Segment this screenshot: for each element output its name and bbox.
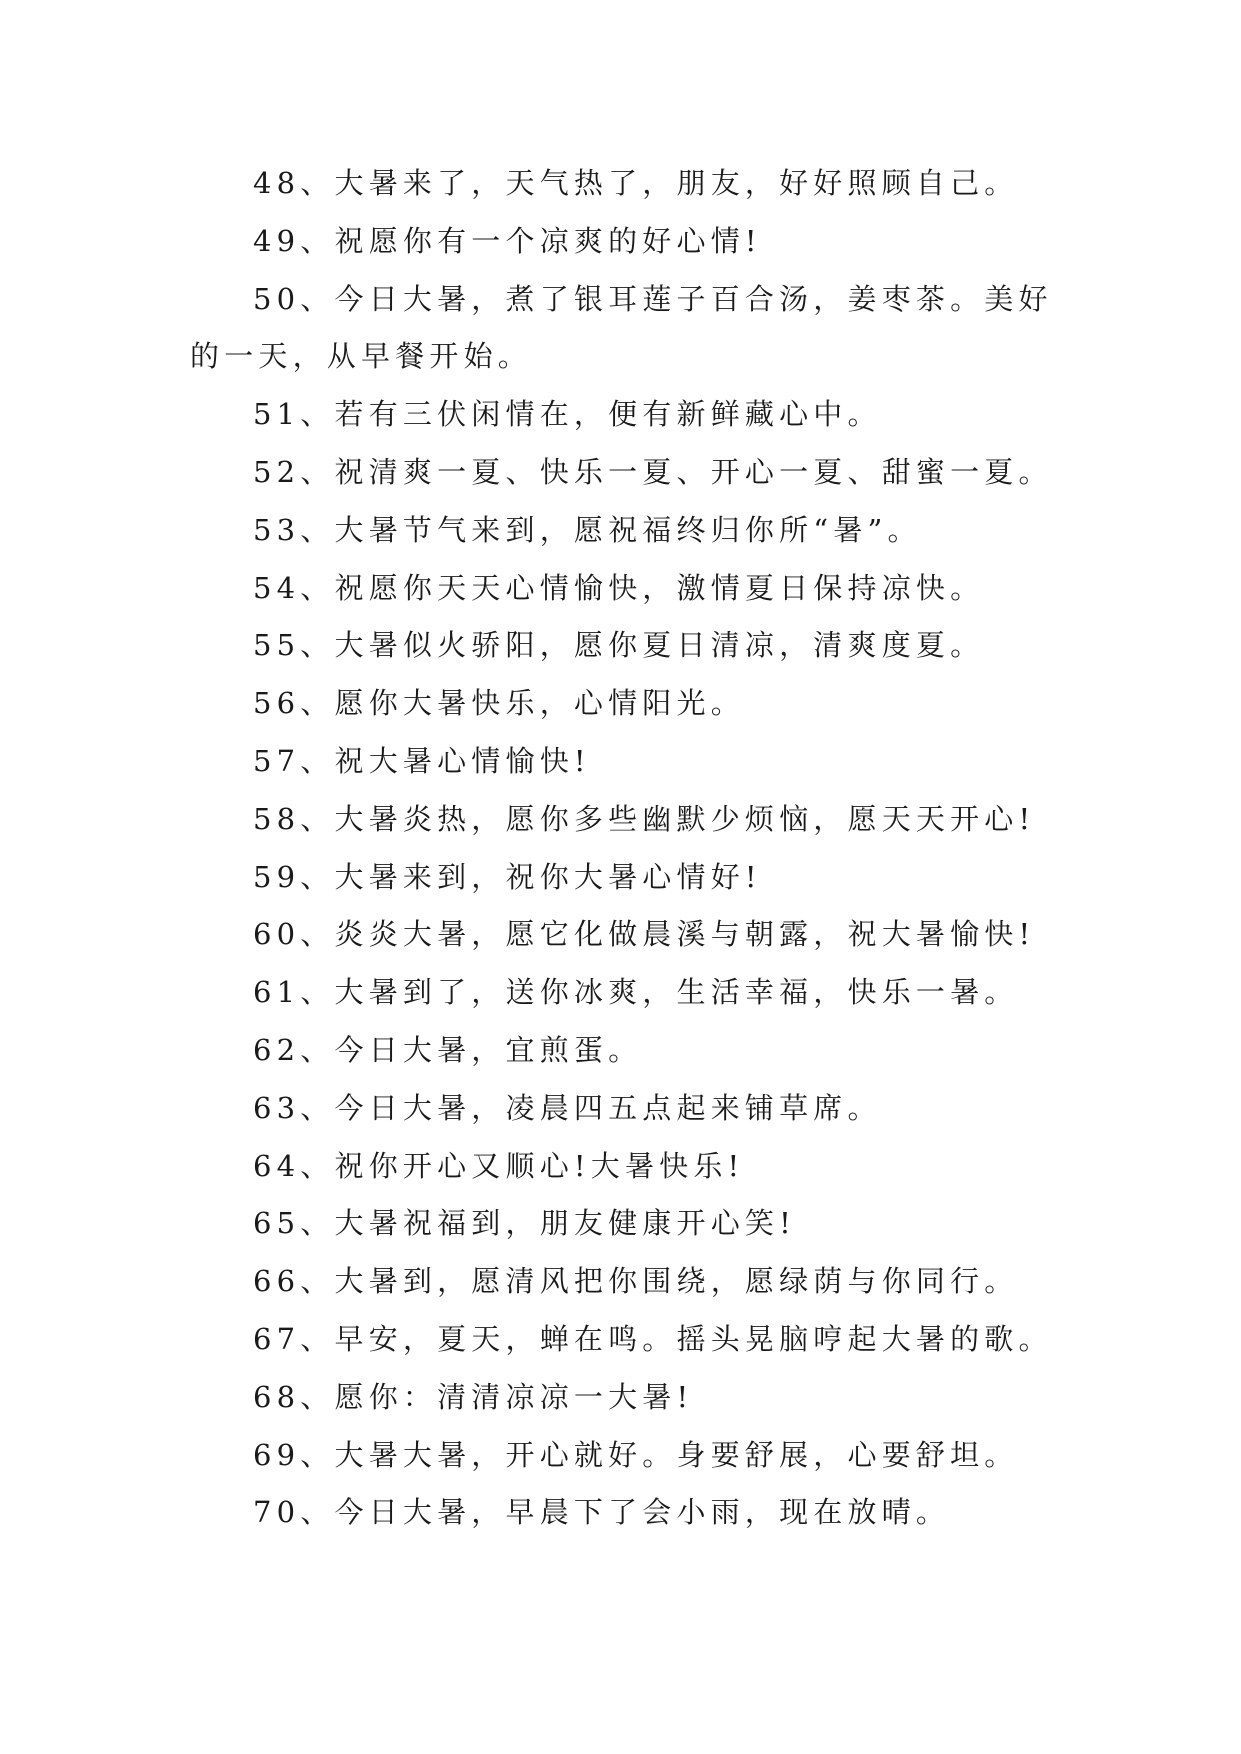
- paragraph-58: 58、大暑炎热，愿你多些幽默少烦恼，愿天天开心!: [253, 801, 1036, 836]
- paragraph-48: 48、大暑来了，天气热了，朋友，好好照顾自己。: [253, 166, 1019, 200]
- paragraph-61: 61、大暑到了，送你冰爽，生活幸福，快乐一暑。: [253, 975, 1019, 1010]
- paragraph-56: 56、愿你大暑快乐，心情阳光。: [253, 686, 745, 721]
- paragraph-57: 57、祝大暑心情愉快!: [253, 743, 591, 778]
- paragraph-67: 67、早安，夏天，蝉在鸣。摇头晃脑哼起大暑的歌。: [253, 1321, 1053, 1356]
- paragraph-53: 53、大暑节气来到，愿祝福终归你所“暑”。: [253, 512, 922, 547]
- paragraph-64: 64、祝你开心又顺心!大暑快乐!: [253, 1148, 745, 1183]
- paragraph-65: 65、大暑祝福到，朋友健康开心笑!: [253, 1206, 796, 1241]
- paragraph-50: 50、今日大暑，煮了银耳莲子百合汤，姜枣茶。美好的一天，从早餐开始。: [190, 281, 1053, 374]
- paragraph-52: 52、祝清爽一夏、快乐一夏、开心一夏、甜蜜一夏。: [253, 454, 1053, 489]
- paragraph-69: 69、大暑大暑，开心就好。身要舒展，心要舒坦。: [253, 1437, 1019, 1472]
- paragraph-59: 59、大暑来到，祝你大暑心情好!: [253, 859, 762, 894]
- paragraph-62: 62、今日大暑，宜煎蛋。: [253, 1032, 643, 1067]
- paragraph-54: 54、祝愿你天天心情愉快，激情夏日保持凉快。: [253, 570, 985, 605]
- paragraph-55: 55、大暑似火骄阳，愿你夏日清凉，清爽度夏。: [253, 628, 985, 663]
- paragraph-49: 49、祝愿你有一个凉爽的好心情!: [253, 223, 762, 258]
- paragraph-63: 63、今日大暑，凌晨四五点起来铺草席。: [253, 1090, 882, 1125]
- paragraph-66: 66、大暑到，愿清风把你围绕，愿绿荫与你同行。: [253, 1264, 1019, 1299]
- paragraph-51: 51、若有三伏闲情在，便有新鲜藏心中。: [253, 397, 882, 432]
- paragraph-60: 60、炎炎大暑，愿它化做晨溪与朝露，祝大暑愉快!: [253, 917, 1036, 952]
- paragraph-70: 70、今日大暑，早晨下了会小雨，现在放晴。: [253, 1495, 951, 1530]
- paragraph-68: 68、愿你：清清凉凉一大暑!: [253, 1379, 694, 1414]
- document-body: [190, 155, 1070, 1542]
